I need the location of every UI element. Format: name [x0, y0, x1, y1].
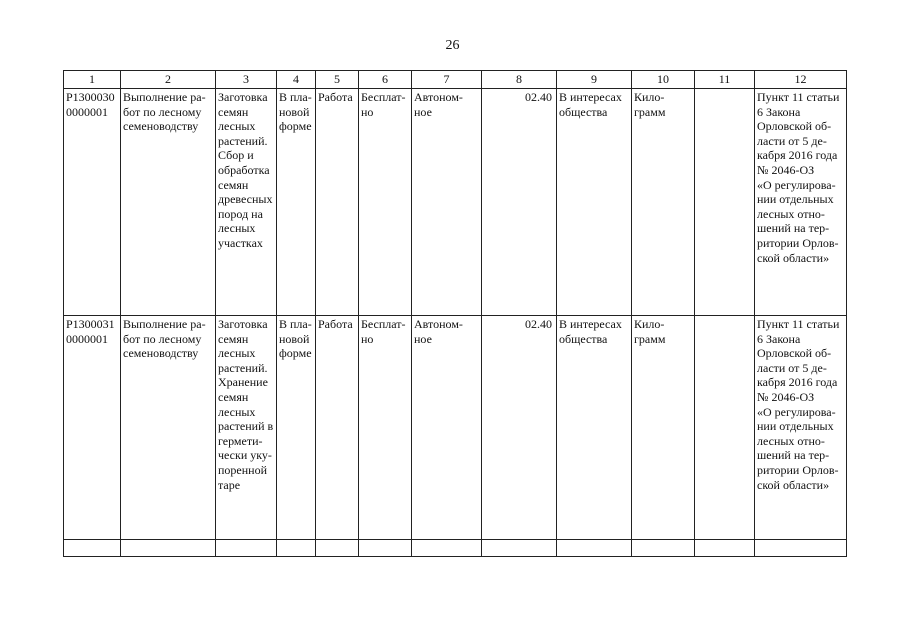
registry-code-cell: Р1300030 0000001 [64, 89, 121, 316]
legal-basis-cell: Пункт 11 статьи 6 Закона Орловской об- ласти от 5 де- кабря 2016 года № 2046-ОЗ «О регулирова- нии отдельных лесных отно- шений на тер- ритории Орлов- ской области» [755, 89, 847, 316]
work-content-cell: Заготовка семян лесных растений. Хранение семян лесных растений в гермети- чески уку- поренной таре [216, 316, 277, 540]
payment-cell: Бесплат- но [359, 89, 412, 316]
empty-cell [755, 540, 847, 557]
column-number: 2 [121, 71, 216, 89]
empty-cell [695, 89, 755, 316]
column-number: 11 [695, 71, 755, 89]
page-number: 26 [445, 38, 460, 53]
column-number: 8 [482, 71, 557, 89]
table-row [64, 89, 847, 316]
consumer-category-cell: В интересах общества [557, 89, 632, 316]
empty-cell [316, 540, 359, 557]
payment-cell: Бесплат- но [359, 316, 412, 540]
unit-cell: Кило- грамм [632, 316, 695, 540]
type-cell: Работа [316, 316, 359, 540]
form-cell: В пла- новой форме [277, 316, 316, 540]
empty-cell [557, 540, 632, 557]
legal-basis-cell: Пункт 11 статьи 6 Закона Орловской об- ласти от 5 де- кабря 2016 года № 2046-ОЗ «О регулирова- нии отдельных лесных отно- шений на тер- ритории Орлов- ской области» [755, 316, 847, 540]
table-row [64, 316, 847, 540]
table-row-empty [64, 540, 847, 557]
empty-cell [695, 316, 755, 540]
header-row [64, 71, 847, 89]
column-number: 9 [557, 71, 632, 89]
column-number: 1 [64, 71, 121, 89]
column-number: 12 [755, 71, 847, 89]
empty-cell [482, 540, 557, 557]
work-content-cell: Заготовка семян лесных растений. Сбор и обработка семян древесных пород на лесных участках [216, 89, 277, 316]
column-number: 4 [277, 71, 316, 89]
form-cell: В пла- новой форме [277, 89, 316, 316]
empty-cell [359, 540, 412, 557]
empty-cell [412, 540, 482, 557]
okved-code-cell: 02.40 [482, 316, 557, 540]
institution-type-cell: Автоном- ное [412, 316, 482, 540]
service-name-cell: Выполнение ра- бот по лесному семеноводству [121, 316, 216, 540]
empty-cell [277, 540, 316, 557]
type-cell: Работа [316, 89, 359, 316]
okved-code-cell: 02.40 [482, 89, 557, 316]
column-number: 5 [316, 71, 359, 89]
column-number: 7 [412, 71, 482, 89]
empty-cell [121, 540, 216, 557]
services-register-table [63, 70, 847, 557]
empty-cell [64, 540, 121, 557]
column-number: 6 [359, 71, 412, 89]
column-number: 3 [216, 71, 277, 89]
empty-cell [632, 540, 695, 557]
consumer-category-cell: В интересах общества [557, 316, 632, 540]
unit-cell: Кило- грамм [632, 89, 695, 316]
column-number: 10 [632, 71, 695, 89]
institution-type-cell: Автоном- ное [412, 89, 482, 316]
empty-cell [695, 540, 755, 557]
service-name-cell: Выполнение ра- бот по лесному семеноводству [121, 89, 216, 316]
empty-cell [216, 540, 277, 557]
registry-code-cell: Р1300031 0000001 [64, 316, 121, 540]
